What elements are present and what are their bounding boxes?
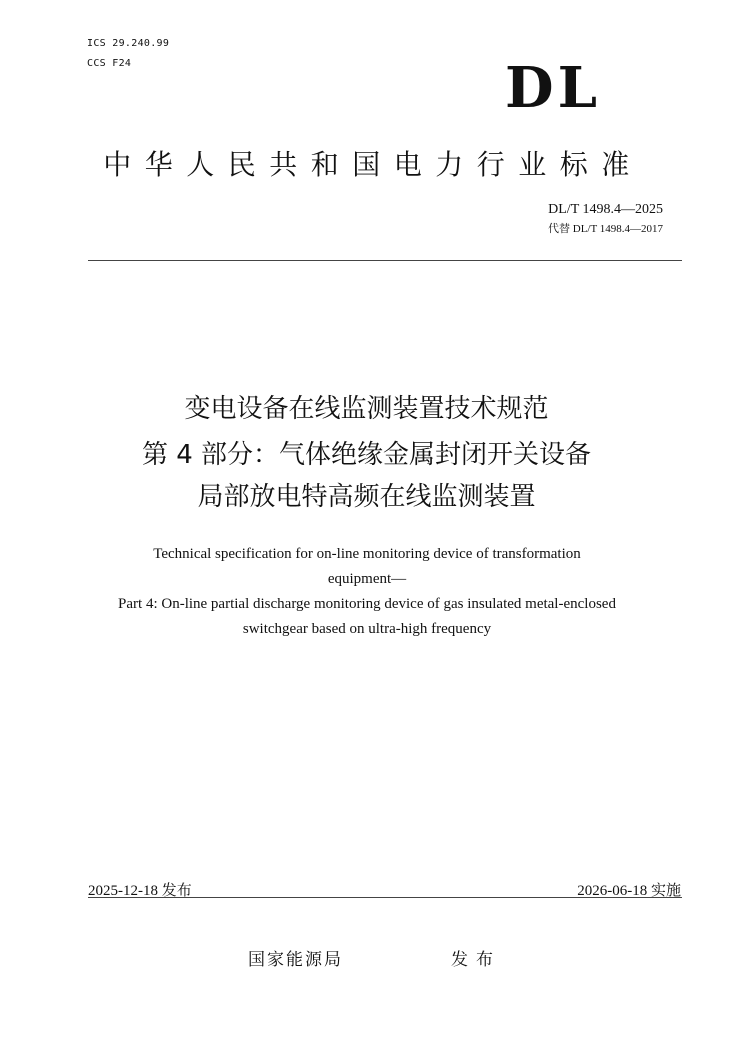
ics-code: ICS 29.240.99 [87,38,170,49]
release-date: 2025-12-18 发布 [88,883,192,899]
chinese-title-line-2: 第 4 部分：气体绝缘金属封闭开关设备 [141,440,592,470]
bottom-divider [88,897,682,898]
top-divider [88,260,682,261]
standard-number: DL/T 1498.4—2025 [548,202,663,217]
english-title-line-3: Part 4: On-line partial discharge monitoring device of gas insulated metal-enclosed [118,596,616,612]
english-title-line-4: switchgear based on ultra-high frequency [242,621,492,637]
english-title-line-1: Technical specification for on-line monitoring device of transformation [153,546,581,562]
chinese-title-line-1: 变电设备在线监测装置技术规范 [184,394,549,424]
implementation-date: 2026-06-18 实施 [577,883,681,899]
issuing-authority: 国家能源局 [248,950,343,970]
industry-standard-title: 中华人民共和国电力行业标准 [103,148,643,181]
ccs-code: CCS F24 [87,58,132,69]
replaces-standard: 代替 DL/T 1498.4—2017 [548,223,663,235]
english-title-line-2: equipment— [327,571,407,587]
dl-logo: DL [505,55,601,121]
publish-label: 发布 [451,950,501,970]
chinese-title-line-3: 局部放电特高频在线监测装置 [197,482,536,512]
